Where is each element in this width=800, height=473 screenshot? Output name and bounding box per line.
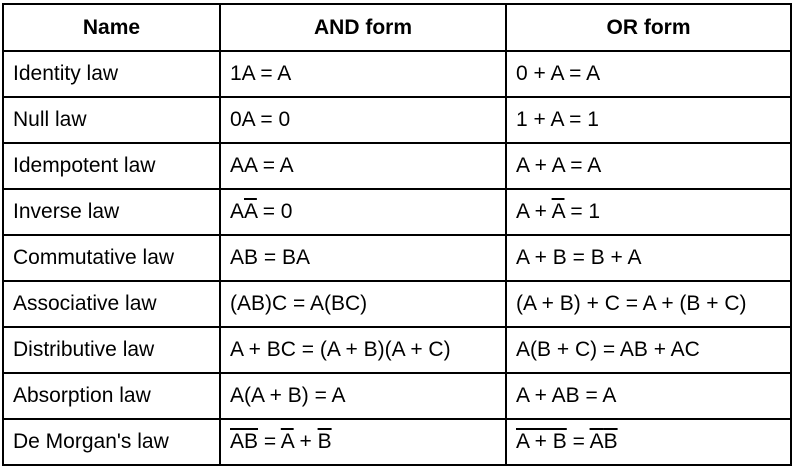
negated-term: $\overline{A}$ — [244, 200, 257, 223]
and-form: AB = BA — [220, 235, 506, 281]
and-form: (AB)C = A(BC) — [220, 281, 506, 327]
or-form: A + B = B + A — [506, 235, 791, 281]
and-form: 0A = 0 — [220, 97, 506, 143]
or-form: (A + B) + C = A + (B + C) — [506, 281, 791, 327]
and-form — [220, 419, 506, 465]
table-row — [3, 419, 791, 465]
or-form: A + AB = A — [506, 373, 791, 419]
and-form: A(A + B) = A — [220, 373, 506, 419]
header-or-form: OR form — [506, 4, 791, 51]
expr-part: + — [293, 430, 318, 453]
or-form: A(B + C) = AB + AC — [506, 327, 791, 373]
table-row — [3, 51, 791, 97]
or-form: 1 + A = 1 — [506, 97, 791, 143]
negated-term: $\overline{A}$ — [551, 200, 565, 223]
table-row — [3, 373, 791, 419]
law-name: Commutative law — [3, 235, 220, 281]
law-name: Absorption law — [3, 373, 220, 419]
header-name: Name — [3, 4, 220, 51]
law-name: Idempotent law — [3, 143, 220, 189]
boolean-laws-table-container — [2, 3, 792, 466]
negated-term: $\overline{A}$ — [589, 430, 604, 453]
expr-part: A + — [516, 200, 552, 223]
table-row — [3, 189, 791, 235]
table-row — [3, 97, 791, 143]
or-form: 0 + A = A — [506, 51, 791, 97]
expr-part: = — [566, 430, 590, 453]
or-form: A + A = A — [506, 143, 791, 189]
and-form — [220, 189, 506, 235]
and-form: AA = A — [220, 143, 506, 189]
expr-part: A — [230, 200, 245, 223]
law-name: Distributive law — [3, 327, 220, 373]
table-row — [3, 235, 791, 281]
and-form: A + BC = (A + B)(A + C) — [220, 327, 506, 373]
expr-part: = 1 — [564, 200, 601, 223]
table-row — [3, 143, 791, 189]
negated-term: $\overline{B}$ — [603, 430, 618, 453]
negated-term: $\overline{A}$ — [280, 430, 294, 453]
law-name: Null law — [3, 97, 220, 143]
law-name: Identity law — [3, 51, 220, 97]
law-name: De Morgan's law — [3, 419, 220, 465]
law-name: Inverse law — [3, 189, 220, 235]
table-row — [3, 281, 791, 327]
law-name: Associative law — [3, 281, 220, 327]
expr-part: = — [258, 430, 281, 453]
or-form — [506, 189, 791, 235]
negated-term: $\overline{AB}$ — [230, 430, 259, 453]
header-and-form: AND form — [220, 4, 506, 51]
negated-term: $\overline{B}$ — [317, 430, 332, 453]
or-form — [506, 419, 791, 465]
header-row — [3, 4, 791, 51]
negated-term: A + B — [516, 430, 567, 453]
boolean-laws-table — [2, 3, 792, 466]
expr-part: = 0 — [256, 200, 293, 223]
table-row — [3, 327, 791, 373]
and-form: 1A = A — [220, 51, 506, 97]
